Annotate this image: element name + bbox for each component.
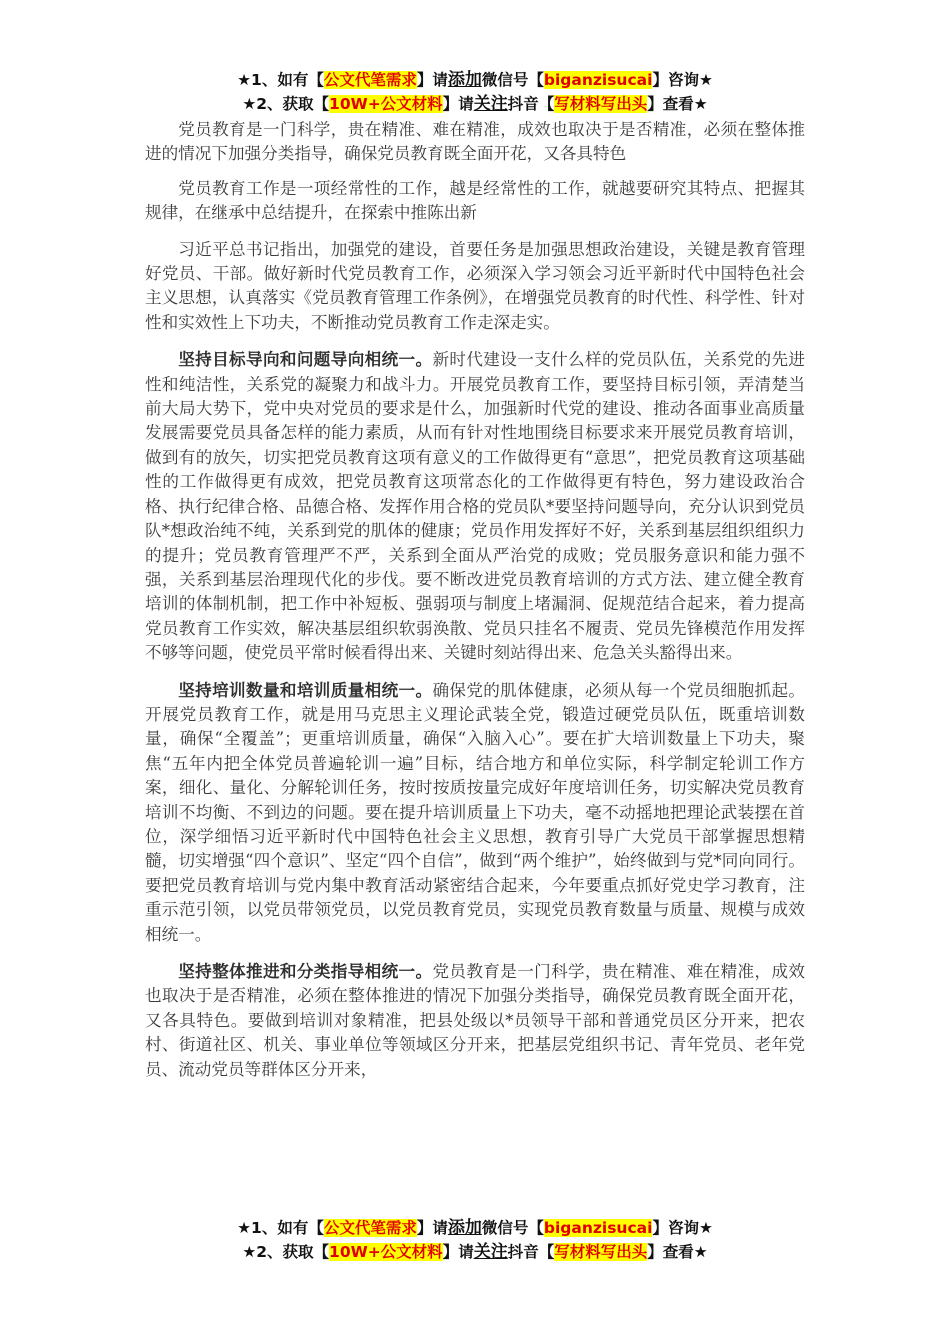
highlight-wechat-id: biganzisucai xyxy=(543,71,653,89)
banner-text: 】咨询★ xyxy=(652,71,713,89)
header-banner xyxy=(140,68,810,116)
paragraph-6 xyxy=(145,959,805,1082)
highlight-materials: 10W+公文材料 xyxy=(329,95,443,113)
banner-text: 微信号【 xyxy=(481,1219,544,1237)
highlight-douyin-id: 写材料写出头 xyxy=(554,95,648,113)
paragraph-heading: 坚持整体推进和分类指导相统一。 xyxy=(178,961,433,981)
highlight-materials: 10W+公文材料 xyxy=(329,1243,443,1261)
banner-text: 抖音【 xyxy=(507,1243,555,1261)
banner-text: 】请 xyxy=(442,95,474,113)
banner-text: ★1、如有【 xyxy=(237,71,324,89)
banner-text: 微信号【 xyxy=(481,71,544,89)
banner-line-2 xyxy=(140,92,810,116)
paragraph-heading: 坚持培训数量和培训质量相统一。 xyxy=(178,679,433,700)
banner-text: 】请 xyxy=(416,1219,448,1237)
paragraph-5 xyxy=(145,678,805,947)
banner-text: ★2、获取【 xyxy=(242,1243,330,1261)
banner-text: 抖音【 xyxy=(507,95,555,113)
paragraph-text: 党员教育是一门科学，贵在精准、难在精准，成效也取决于是否精准，必须在整体推进的情况下加强分类指导，确保党员教育既全面开花，又各具特色。要做到培训对象精准，把县处级以*员领导干部和普通党员区分开来，把农村、街道社区、机关、事业单位等领域区分开来，把基层党组织书记、青年党员、老年党员、流动党员等群体区分开来， xyxy=(145,962,806,1079)
paragraph-text: 新时代建设一支什么样的党员队伍，关系党的先进性和纯洁性，关系党的凝聚力和战斗力。开展党员教育工作，要坚持目标引领，弄清楚当前大局大势下，党中央对党员的要求是什么，加强新时代党的建设、推动各面事业高质量发展需要党员具备怎样的能力素质，从而有针对性地围绕目标要求来开展党员教育培训，做到有的放矢，切实把党员教育这项有意义的工作做得更有“意思”，把党员教育这项基础性的工作做得更有成效，把党员教育这项常态化的工作做得更有特色，努力建设政治合格、执行纪律合格、品德合格、发挥作用合格的党员队*要坚持问题导向，充分认识到党员队*想政治纯不纯，关系到党的肌体的健康；党员作用发挥好不好，关系到基层组织组织力的提升；党员教育管理严不严，关系到全面从严治党的成败；党员服务意识和能力强不强，关系到基层治理现代化的步伐。要不断改进党员教育培训的方式方法、建立健全教育培训的体制机制，把工作中补短板、强弱项与制度上堵漏洞、促规范结合起来，着力提高党员教育工作实效，解决基层组织软弱涣散、党员只挂名不履责、党员先锋模范作用发挥不够等问题，使党员平常时候看得出来、关键时刻站得出来、危急关头豁得出来。 xyxy=(145,350,806,663)
underlined-word: 关注 xyxy=(473,1242,508,1262)
paragraph-4 xyxy=(145,347,805,665)
highlight-service: 公文代笔需求 xyxy=(323,71,417,89)
highlight-service: 公文代笔需求 xyxy=(323,1219,417,1237)
paragraph-text: 确保党的肌体健康，必须从每一个党员细胞抓起。开展党员教育工作，就是用马克思主义理论武装全党，锻造过硬党员队伍，既重培训数量，确保“全覆盖”；更重培训质量，确保“入脑入心”。要在扩大培训数量上下功夫，聚焦“五年内把全体党员普遍轮训一遍”目标，结合地方和单位实际，科学制定轮训工作方案，细化、量化、分解轮训任务，按时按质按量完成好年度培训任务，切实解决党员教育培训不均衡、不到边的问题。要在提升培训质量上下功夫，毫不动摇地把理论武装摆在首位，深学细悟习近平新时代中国特色社会主义思想，教育引导广大党员干部掌握思想精髓，切实增强“四个意识”、坚定“四个自信”，做到“两个维护”，始终做到与党*同向同行。要把党员教育培训与党内集中教育活动紧密结合起来，今年要重点抓好党史学习教育，注重示范引领，以党员带领党员，以党员教育党员，实现党员教育数量与质量、规模与成效相统一。 xyxy=(145,680,806,944)
banner-text: 】咨询★ xyxy=(652,1219,713,1237)
paragraph-3 xyxy=(145,238,805,336)
underlined-word: 添加 xyxy=(447,1218,482,1238)
underlined-word: 添加 xyxy=(447,70,482,90)
banner-text: 】请 xyxy=(416,71,448,89)
paragraph-text: 习近平总书记指出，加强党的建设，首要任务是加强思想政治建设，关键是教育管理好党员、干部。做好新时代党员教育工作，必须深入学习领会习近平新时代中国特色社会主义思想，认真落实《党员教育管理工作条例》，在增强党员教育的时代性、科学性、针对性和实效性上下功夫，不断推动党员教育工作走深走实。 xyxy=(145,239,805,332)
highlight-wechat-id: biganzisucai xyxy=(543,1219,653,1237)
paragraph-1 xyxy=(145,118,805,167)
underlined-word: 关注 xyxy=(473,94,508,114)
paragraph-text: 党员教育工作是一项经常性的工作，越是经常性的工作，就越要研究其特点、把握其规律，在继承中总结提升，在探索中推陈出新 xyxy=(145,178,805,223)
highlight-douyin-id: 写材料写出头 xyxy=(554,1243,648,1261)
banner-text: 】请 xyxy=(442,1243,474,1261)
banner-text: 】查看★ xyxy=(647,95,708,113)
banner-line-1 xyxy=(140,1216,810,1240)
article-body xyxy=(145,118,805,1094)
banner-line-2 xyxy=(140,1240,810,1264)
banner-text: ★2、获取【 xyxy=(242,95,330,113)
banner-line-1 xyxy=(140,68,810,92)
paragraph-2 xyxy=(145,177,805,226)
paragraph-text: 党员教育是一门科学，贵在精准、难在精准，成效也取决于是否精准，必须在整体推进的情况下加强分类指导，确保党员教育既全面开花，又各具特色 xyxy=(145,120,805,164)
banner-text: 】查看★ xyxy=(647,1243,708,1261)
banner-text: ★1、如有【 xyxy=(237,1219,324,1237)
footer-banner xyxy=(140,1216,810,1264)
paragraph-heading: 坚持目标导向和问题导向相统一。 xyxy=(178,349,433,370)
